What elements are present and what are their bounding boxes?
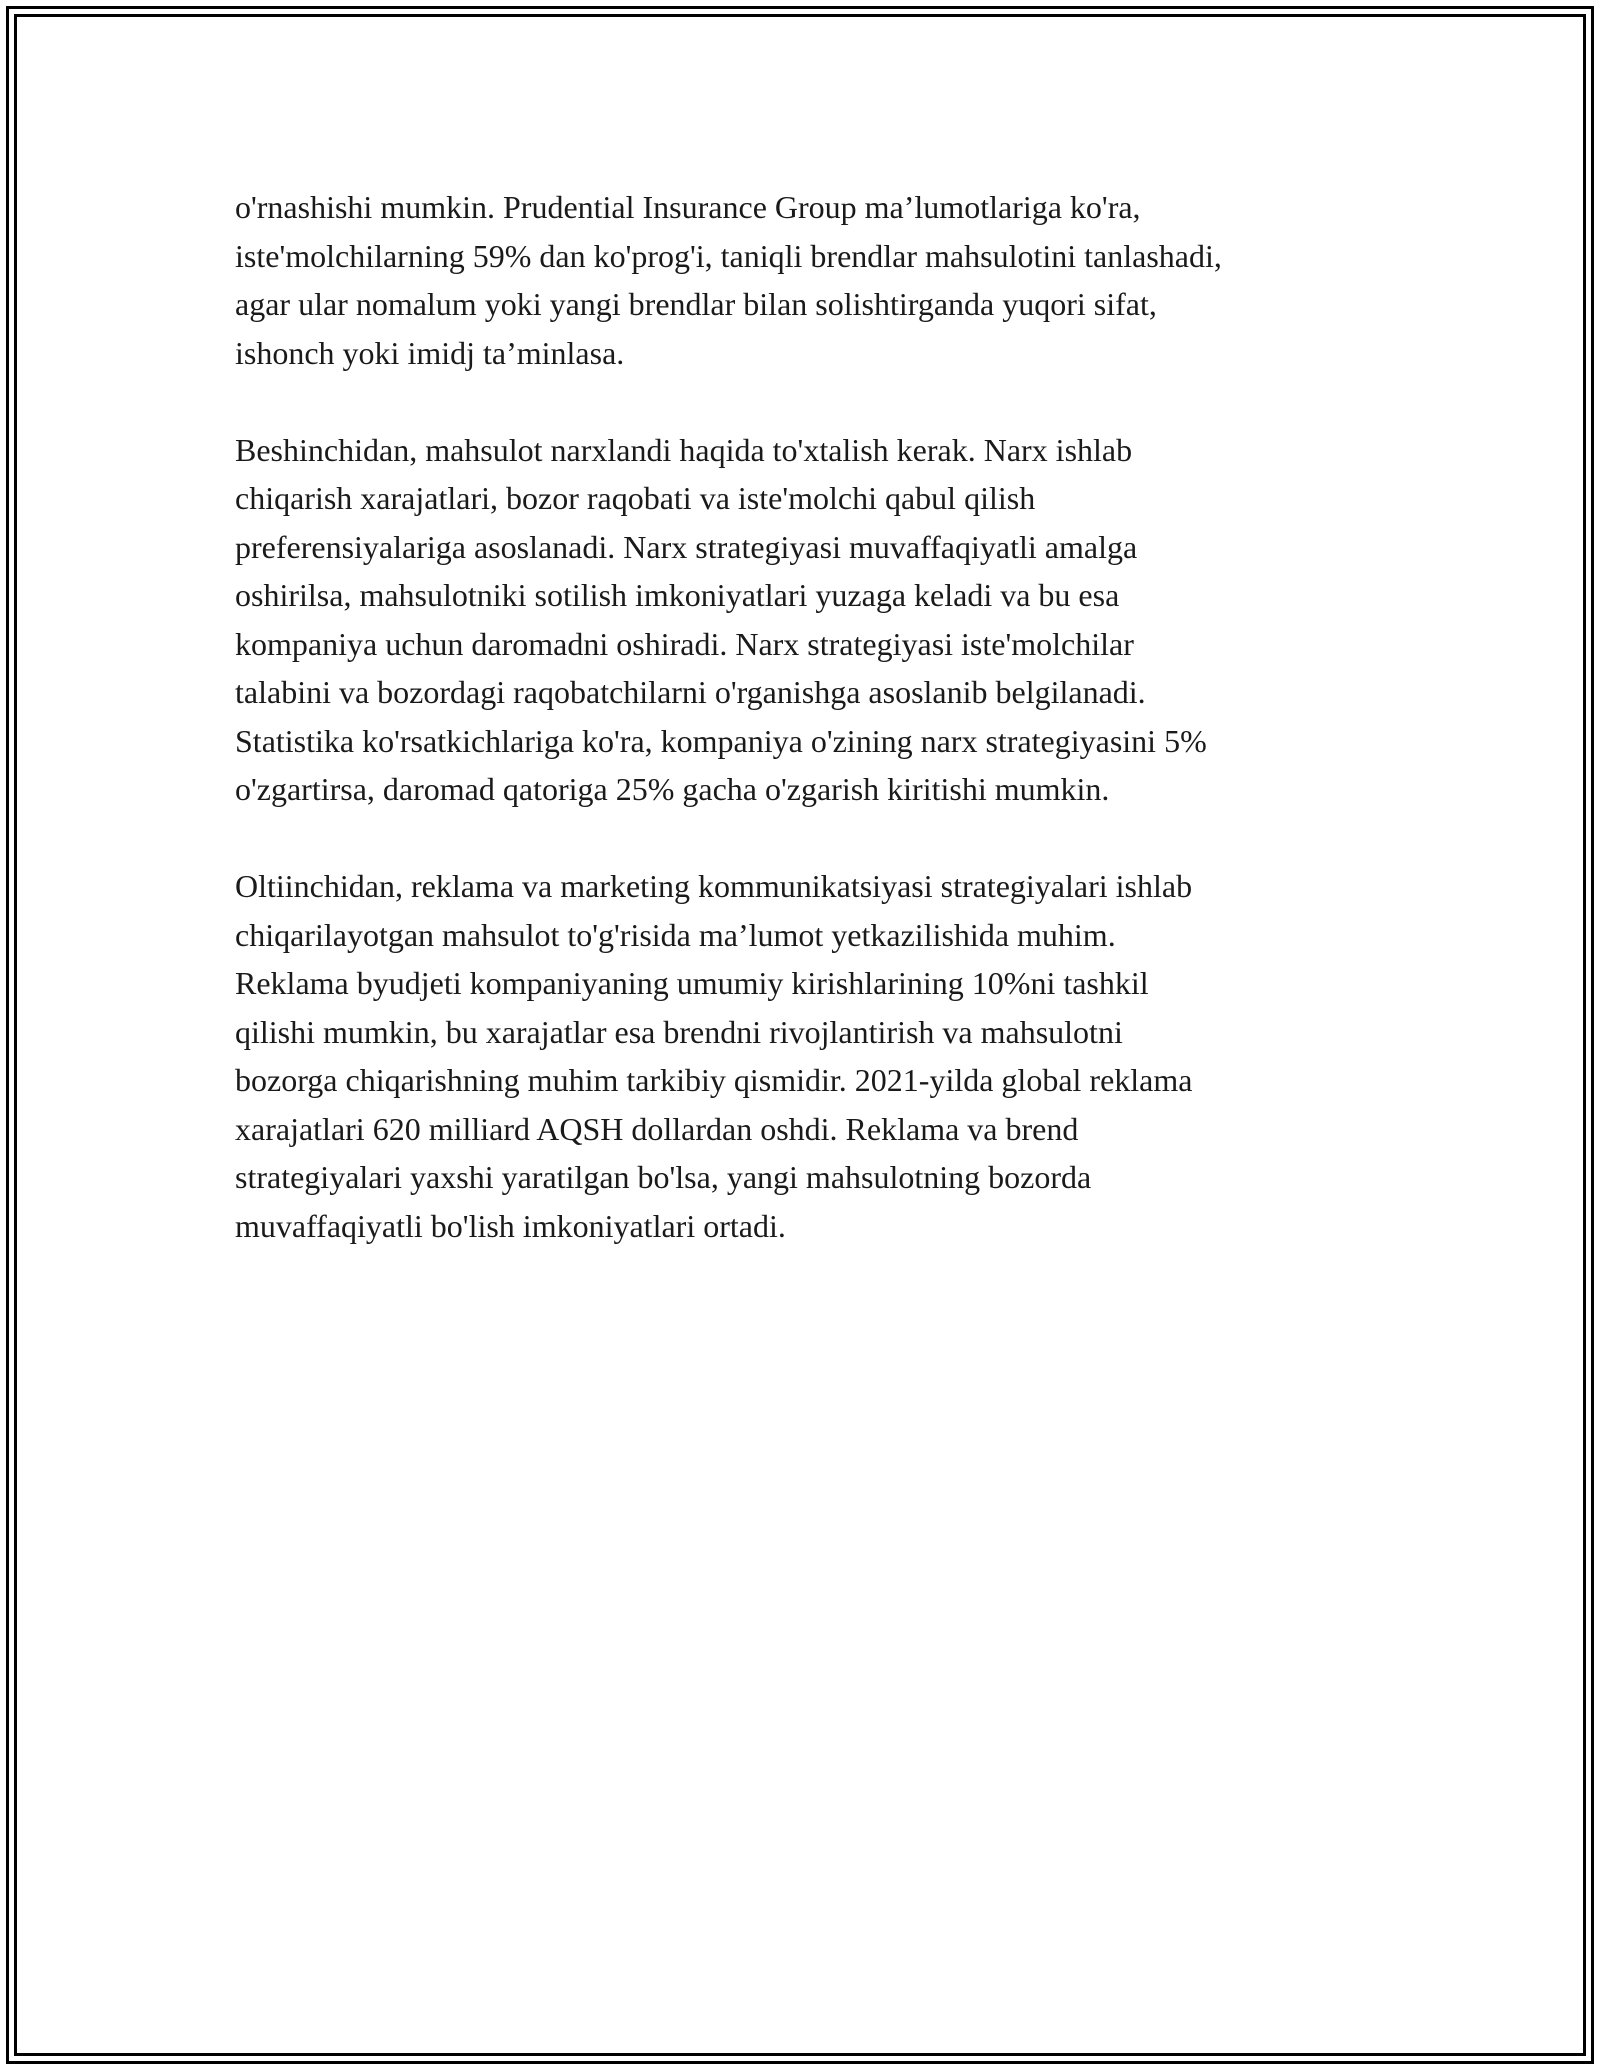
text-line: oshirilsa, mahsulotniki sotilish imkoniyatlari yuzaga keladi va bu esa bbox=[235, 577, 1120, 613]
paragraph-2 bbox=[235, 426, 1415, 814]
text-line: preferensiyalariga asoslanadi. Narx strategiyasi muvaffaqiyatli amalga bbox=[235, 528, 1138, 565]
text-line: Reklama byudjeti kompaniyaning umumiy kirishlarining 10%ni tashkil bbox=[235, 965, 1149, 1001]
text-line: chiqarish xarajatlari, bozor raqobati va iste'molchi qabul qilish bbox=[235, 480, 1036, 516]
text-line: qilishi mumkin, bu xarajatlar esa brendni rivojlantirish va mahsulotni bbox=[235, 1013, 1123, 1050]
document-body bbox=[235, 183, 1415, 1299]
text-line: Statistika ko'rsatkichlariga ko'ra, kompaniya o'zining narx strategiyasini 5% bbox=[235, 722, 1207, 759]
text-line: o'rnashishi mumkin. Prudential Insurance Group ma’lumotlariga ko'ra, bbox=[235, 189, 1141, 225]
text-line: muvaffaqiyatli bo'lish imkoniyatlari ortadi. bbox=[235, 1207, 786, 1244]
paragraph-1 bbox=[235, 183, 1415, 377]
text-line: agar ular nomalum yoki yangi brendlar bilan solishtirganda yuqori sifat, bbox=[235, 286, 1157, 322]
text-line: kompaniya uchun daromadni oshiradi. Narx strategiyasi iste'molchilar bbox=[235, 625, 1134, 662]
text-line: strategiyalari yaxshi yaratilgan bo'lsa, yangi mahsulotning bozorda bbox=[235, 1159, 1092, 1195]
text-line: Beshinchidan, mahsulot narxlandi haqida to'xtalish kerak. Narx ishlab bbox=[235, 431, 1133, 468]
text-line: iste'molchilarning 59% dan ko'prog'i, taniqli brendlar mahsulotini tanlashadi, bbox=[235, 237, 1222, 274]
text-line: o'zgartirsa, daromad qatoriga 25% gacha o'zgarish kiritishi mumkin. bbox=[235, 771, 1110, 807]
text-line: bozorga chiqarishning muhim tarkibiy qismidir. 2021-yilda global reklama bbox=[235, 1062, 1193, 1098]
text-line: chiqarilayotgan mahsulot to'g'risida ma’lumot yetkazilishida muhim. bbox=[235, 916, 1116, 953]
text-line: ishonch yoki imidj ta’minlasa. bbox=[235, 334, 625, 371]
text-line: talabini va bozordagi raqobatchilarni o'rganishga asoslanib belgilanadi. bbox=[235, 674, 1146, 710]
text-line: Oltiinchidan, reklama va marketing kommunikatsiyasi strategiyalari ishlab bbox=[235, 868, 1193, 904]
paragraph-3 bbox=[235, 862, 1415, 1250]
text-line: xarajatlari 620 milliard AQSH dollardan oshdi. Reklama va brend bbox=[235, 1110, 1079, 1147]
